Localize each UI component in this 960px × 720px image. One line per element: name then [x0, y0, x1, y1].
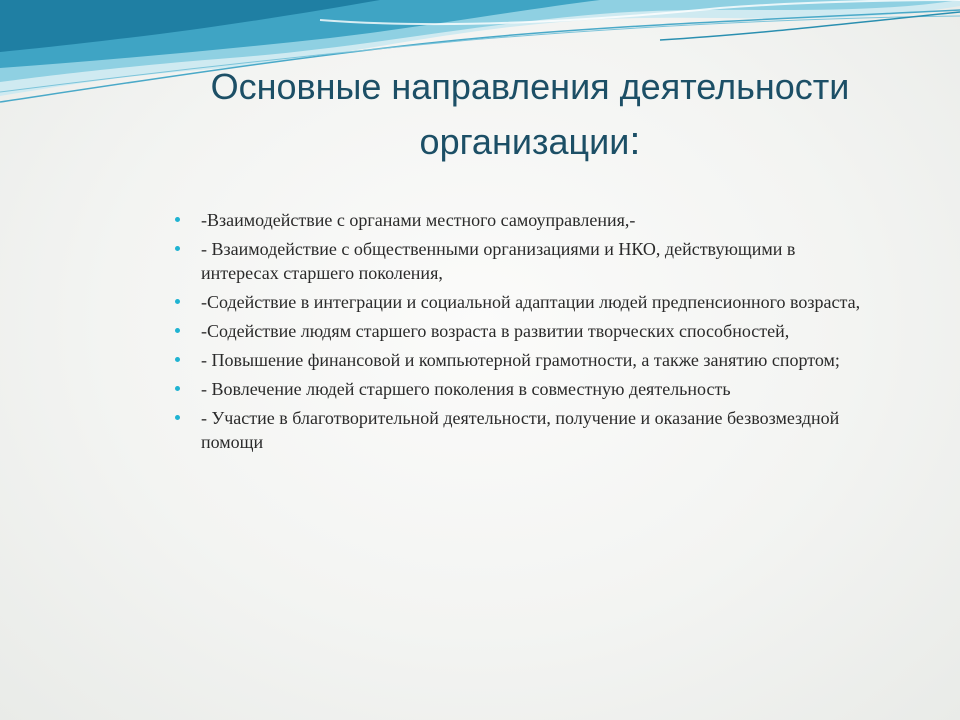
list-item: [175, 237, 865, 285]
list-item: [175, 377, 865, 401]
list-item: [175, 290, 865, 314]
bullet-dot-icon: [175, 386, 180, 391]
slide-title: [150, 60, 910, 169]
list-item-text: - Повышение финансовой и компьютерной грамотности, а также занятию спортом;: [201, 350, 840, 370]
list-item: [175, 208, 865, 232]
list-item-text: - Участие в благотворительной деятельности, получение и оказание безвозмездной помощи: [201, 408, 840, 452]
bullet-list: [175, 208, 865, 454]
title-line-2: организации: [419, 121, 630, 162]
bullet-dot-icon: [175, 415, 180, 420]
title-colon: :: [629, 119, 641, 163]
list-item-text: - Взаимодействие с общественными организациями и НКО, действующими в интересах старшего поколения,: [201, 239, 796, 283]
list-item-text: -Содействие в интеграции и социальной адаптации людей предпенсионного возраста,: [201, 292, 861, 312]
bullet-dot-icon: [175, 217, 180, 222]
list-item-text: -Содействие людям старшего возраста в развитии творческих способностей,: [201, 321, 790, 341]
list-item-text: - Вовлечение людей старшего поколения в совместную деятельность: [201, 379, 731, 399]
list-item: [175, 319, 865, 343]
list-item: [175, 348, 865, 372]
bullet-dot-icon: [175, 299, 180, 304]
bullet-dot-icon: [175, 357, 180, 362]
bullet-dot-icon: [175, 246, 180, 251]
title-line-1: Основные направления деятельности: [210, 66, 850, 107]
bullet-list-container: [175, 208, 865, 459]
list-item: [175, 406, 865, 454]
list-item-text: -Взаимодействие с органами местного самоуправления,-: [201, 210, 636, 230]
bullet-dot-icon: [175, 328, 180, 333]
